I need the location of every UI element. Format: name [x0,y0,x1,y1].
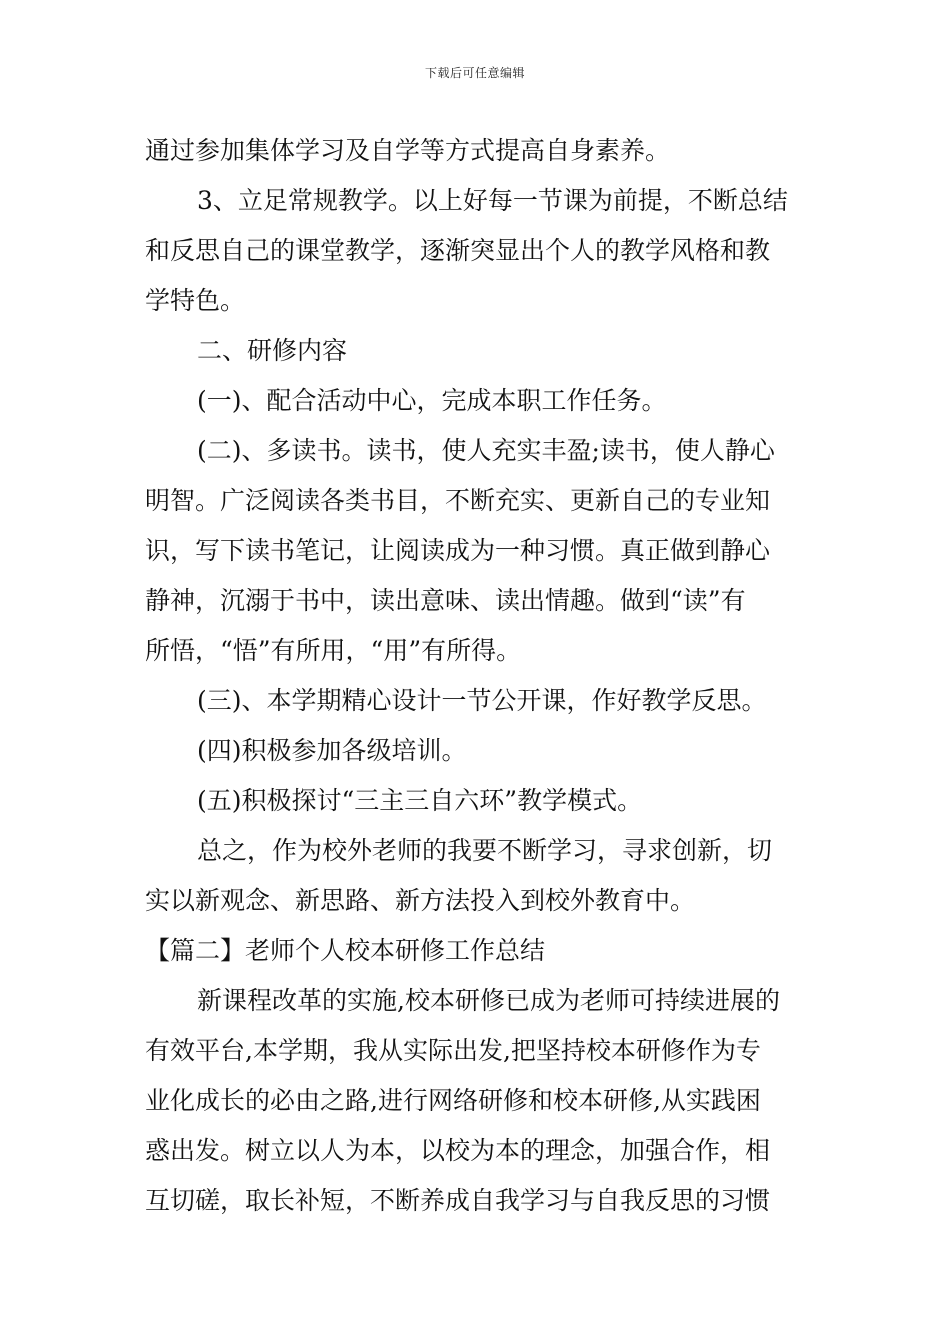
section-heading: 二、研修内容 [197,336,348,365]
text-line: 静神，沉溺于书中，读出意味、读出情趣。做到“读”有 [145,586,746,615]
text-line: 实以新观念、新思路、新方法投入到校外教育中。 [145,886,696,915]
text-line: 新课程改革的实施,校本研修已成为老师可持续进展的 [197,986,780,1015]
text-line: 3、立足常规教学。以上好每一节课为前提，不断总结 [197,186,788,215]
text-line: 通过参加集体学习及自学等方式提高自身素养。 [145,136,671,165]
text-line: (三)、本学期精心设计一节公开课，作好教学反思。 [197,686,767,715]
text-line: 所悟，“悟”有所用，“用”有所得。 [145,636,522,665]
text-line: (一)、配合活动中心，完成本职工作任务。 [197,386,667,415]
page-header-note: 下载后可任意编辑 [424,66,525,80]
text-line: 明智。广泛阅读各类书目，不断充实、更新自己的专业知 [145,486,771,515]
text-line: 互切磋，取长补短，不断养成自我学习与自我反思的习惯 [145,1186,771,1215]
text-line: 和反思自己的课堂教学，逐渐突显出个人的教学风格和教 [145,236,771,265]
text-line: 有效平台,本学期，我从实际出发,把坚持校本研修作为专 [145,1036,761,1065]
text-line: (四)积极参加各级培训。 [197,736,467,765]
document-body [145,126,807,1226]
text-line: 惑出发。树立以人为本，以校为本的理念，加强合作，相 [145,1136,771,1165]
text-line: 总之，作为校外老师的我要不断学习，寻求创新，切 [197,836,773,865]
text-line: (五)积极探讨“三主三自六环”教学模式。 [197,786,643,815]
section-title: 【篇二】老师个人校本研修工作总结 [145,936,546,965]
text-line: 业化成长的必由之路,进行网络研修和校本研修,从实践困 [145,1086,761,1115]
text-line: 学特色。 [145,286,246,315]
text-line: (二)、多读书。读书，使人充实丰盈;读书，使人静心 [197,436,775,465]
text-line: 识，写下读书笔记，让阅读成为一种习惯。真正做到静心 [145,536,771,565]
